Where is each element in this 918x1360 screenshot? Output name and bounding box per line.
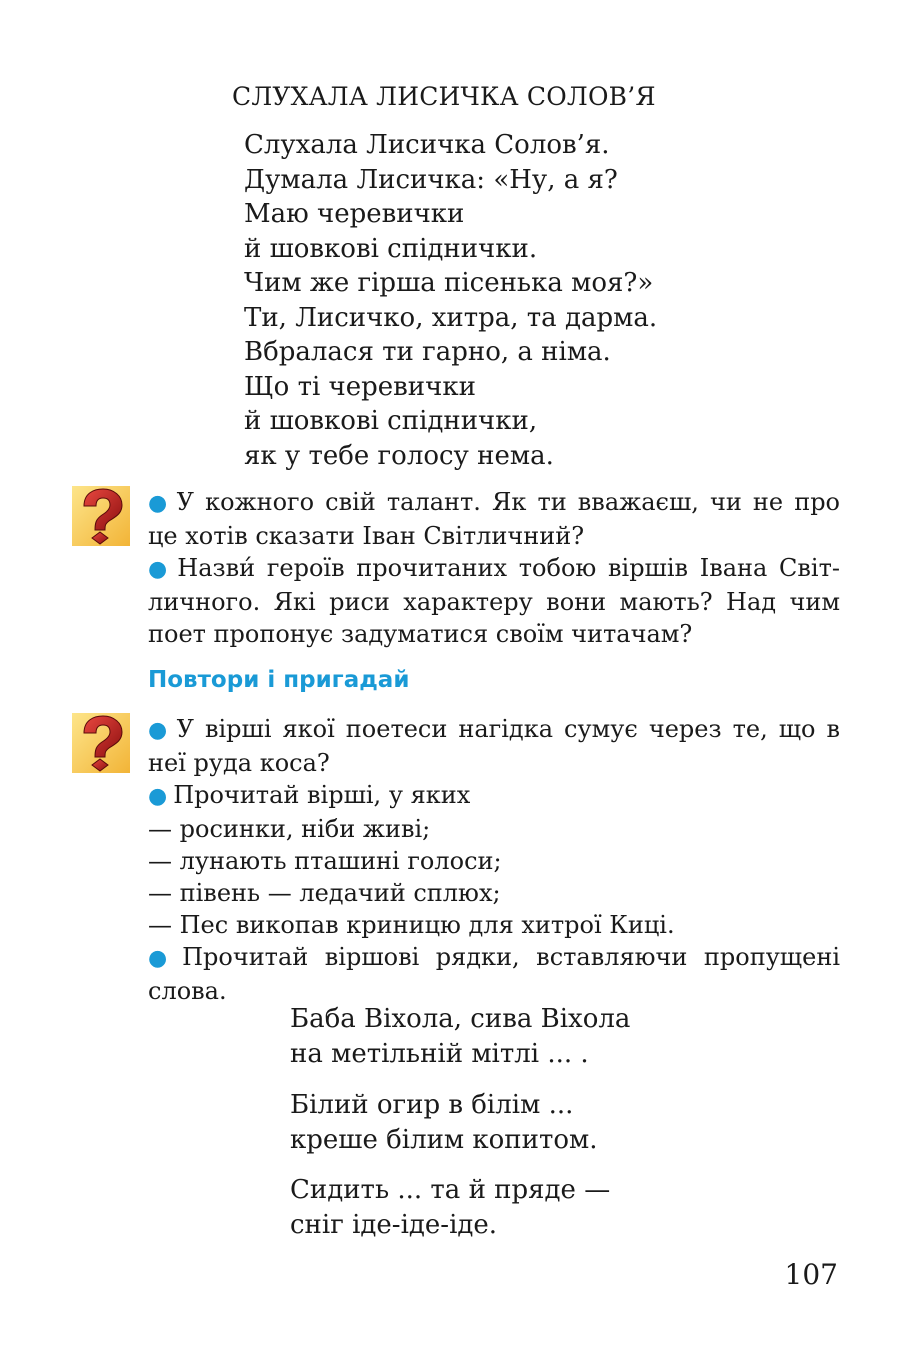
poem-line: Думала Лисичка: «Ну, а я? [244, 164, 618, 195]
poem-line: Слухала Лисичка Солов’я. [244, 130, 610, 160]
dash-item: — півень — ледачий сплюх; [148, 879, 501, 907]
dash-list [148, 813, 840, 941]
poem-line: й шовкові спіднички, [244, 406, 538, 436]
bullet-icon: ● [148, 946, 177, 971]
question-item [148, 941, 840, 1007]
question-text: У кожного свій талант. Як ти вважаєш, чи не про це хотів сказати Іван Світличний? [148, 488, 841, 550]
dash-item: — лунають пташині голоси; [148, 847, 502, 875]
question-text: Назви́ героїв прочитаних тобою віршів Івана Світличного. Які риси характеру вони мають? Над чим поет пропонує задуматися своїм читачам? [148, 554, 840, 648]
verse-stanza [290, 1002, 630, 1071]
dash-item: — Пес викопав криницю для хитрої Киці. [148, 911, 675, 939]
section-heading: Повтори і пригадай [148, 667, 410, 693]
question-block [148, 713, 840, 1007]
bullet-icon: ● [148, 491, 171, 516]
question-block [148, 486, 840, 650]
page-number: 107 [784, 1258, 838, 1291]
verse-line: Білий огир в білім ... [290, 1090, 574, 1120]
poem-line: й шовкові спіднички. [244, 233, 538, 264]
verse-stanza [290, 1173, 610, 1242]
poem-line: Вбралася ти гарно, а німа. [244, 337, 611, 367]
verse-line: креше білим копитом. [290, 1124, 598, 1155]
bullet-icon: ● [148, 718, 171, 743]
verse-stanza [290, 1088, 598, 1157]
question-text: Прочитай вірші, у яких [173, 781, 471, 809]
dash-item: — росинки, ніби живі; [148, 815, 431, 843]
bullet-icon: ● [148, 784, 168, 809]
verse-line: на метільній мітлі ... . [290, 1038, 589, 1069]
poem-title: СЛУХАЛА ЛИСИЧКА СОЛОВ’Я [232, 82, 656, 111]
question-text: У вірші якої поетеси нагідка сумує через те, що в неї руда коса? [148, 715, 840, 777]
verse-line: сніг іде-іде-іде. [290, 1209, 498, 1240]
question-item [148, 486, 840, 552]
poem-line: Маю черевички [244, 199, 465, 229]
poem-line: як у тебе голосу нема. [244, 440, 554, 471]
question-text: Прочитай віршові рядки, вставляючи пропущені слова. [148, 943, 840, 1005]
verse-line: Сидить ... та й пряде — [290, 1175, 611, 1205]
question-item [148, 713, 840, 779]
question-item [148, 779, 840, 813]
bullet-icon: ● [148, 557, 172, 582]
poem-line: Що ті черевички [244, 371, 476, 402]
poem-text [244, 128, 657, 473]
poem-line: Чим же гірша пісенька моя?» [244, 268, 654, 298]
poem-line: Ти, Лисичко, хитра, та дарма. [244, 302, 658, 333]
question-mark-icon [72, 486, 130, 546]
question-item [148, 552, 840, 650]
verse-line: Баба Віхола, сива Віхола [290, 1004, 631, 1034]
question-mark-icon [72, 713, 130, 773]
